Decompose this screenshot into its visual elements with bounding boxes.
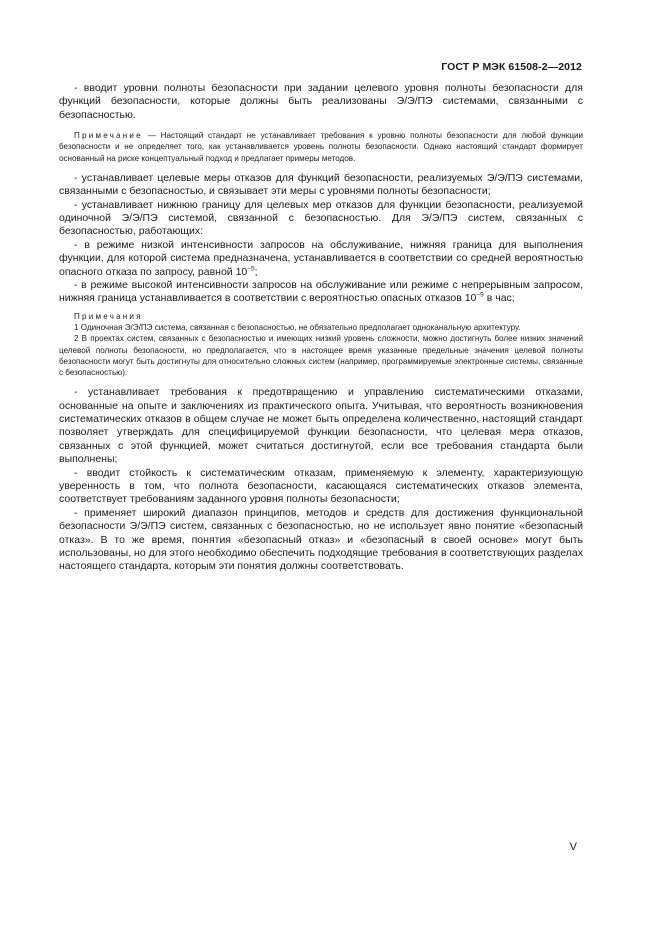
paragraph-systematic-failures: - устанавливает требования к предотвращению и управлению систематическими отказами, основанные на опыте и заключениях из практического опыта. Учитывая, что вероятность возникновения систематических отказов в общем случае не может быть определена количественно, настоящий стандарт позволяет утверждать для специфицируемой функции безопасности, что целевая мера отказов, связанных с этой функцией, может считаться достигнутой, если все требования стандарта были выполнены; <box>59 386 583 466</box>
high-demand-exponent: −9 <box>476 291 484 299</box>
paragraph-high-demand-mode <box>59 279 583 306</box>
paragraph-lower-limit: - устанавливает нижнюю границу для целевых мер отказов для функции безопасности, реализуемой одиночной Э/Э/ПЭ системой, связанной с безопасностью. Для Э/Э/ПЭ систем, связанных с безопасностью, работающих: <box>59 198 583 238</box>
note-single-channel: 1 Одиночная Э/Э/ПЭ система, связанная с безопасностью, не обязательно предполагает одноканальную архитектуру. <box>74 323 521 333</box>
low-demand-text: - в режиме низкой интенсивности запросов на обслуживание, нижняя граница для выполнения функции, для которой система предназначена, устанавливается в соответствии со средней вероятностью опасного отказа по запросу, равной 10 <box>59 238 583 278</box>
paragraph-safe-failure: - применяет широкий диапазон принципов, методов и средств для достижения функциональной безопасности Э/Э/ПЭ систем, связанных с безопасностью, но не использует явно понятие «безопасный отказ». В то же время, понятия «безопасный отказ» и «безопасный в своей основе» могут быть использованы, но для этого необходимо обеспечить подходящие требования в соответствующих разделах настоящего стандарта, которым эти понятия должны соответствовать. <box>59 506 583 573</box>
notes-label: Примечания <box>74 311 143 321</box>
paragraph-target-failure-measures: - устанавливает целевые меры отказов для функций безопасности, реализуемых Э/Э/ПЭ системами, связанными с безопасностью, и связывает эти меры с уровнями полноты безопасности; <box>59 171 583 198</box>
document-header: ГОСТ Р МЭК 61508-2—2012 <box>441 61 582 73</box>
note-sil <box>59 130 583 164</box>
paragraph-systematic-capability: - вводит стойкость к систематическим отказам, применяемую к элементу, характеризующую уверенность в том, что полнота безопасности, касающаяся систематических отказов элемента, соответствует требованиям заданного уровня полноты безопасности; <box>59 466 583 506</box>
paragraph-low-demand-mode <box>59 239 583 279</box>
paragraph-sil-intro: - вводит уровни полноты безопасности при задании целевого уровня полноты безопасности для функций безопасности, которые должны быть реализованы Э/Э/ПЭ системами, связанными с безопасностью. <box>59 82 583 121</box>
notes-heading <box>59 311 583 322</box>
document-body <box>59 82 583 574</box>
low-demand-exponent: −5 <box>247 265 255 273</box>
page-number: V <box>569 841 577 853</box>
note-low-complexity: 2 В проектах систем, связанных с безопасностью и имеющих низкий уровень сложности, можно достигнуть более низких значений целевой полноты безопасности, но предполагается, что в настоящее время указанные предельные значения целевой полноты безопасности могут быть достигнуты для относительно сложных систем (например, программируемые электронные системы, связанные с безопасностью). <box>59 334 583 377</box>
high-demand-end: в час; <box>483 292 515 305</box>
low-demand-end: ; <box>254 265 258 278</box>
note-text: — Настоящий стандарт не устанавливает требования к уровню полноты безопасности для любой функции безопасности и не определяет того, как устанавливается уровень полноты безопасности. Однако настоящий стандарт формирует основанный на риске концептуальный подход и предлагает примеры методов. <box>59 131 583 163</box>
note-label: Примечание <box>74 131 143 141</box>
high-demand-text: - в режиме высокой интенсивности запросов на обслуживание или режиме с непрерывным запросом, нижняя граница устанавливается в соответствии с вероятностью опасных отказов 10 <box>59 279 583 305</box>
